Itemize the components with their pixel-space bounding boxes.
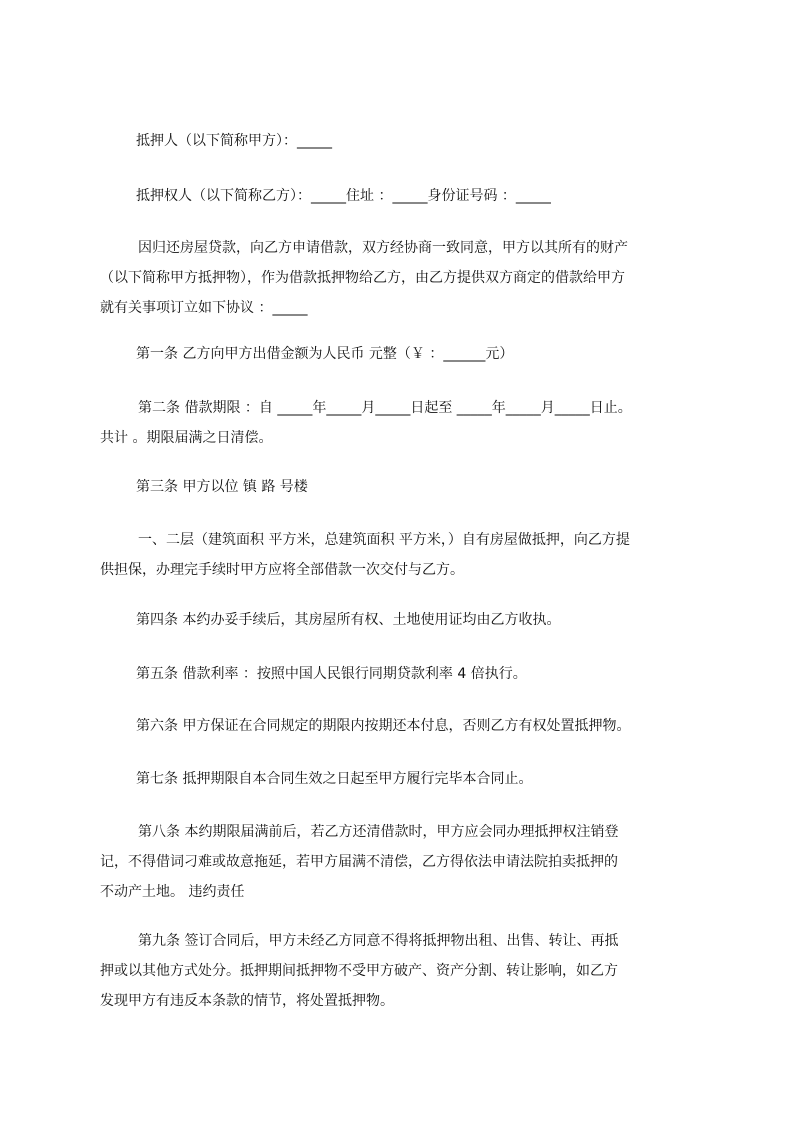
article-2 [100, 393, 710, 453]
text-line: 共计 。期限届满之日清偿。 [100, 430, 273, 446]
text-line: 因归还房屋贷款，向乙方申请借款，双方经协商一致同意，甲方以其所有的财产 [138, 240, 628, 256]
article-4 [100, 605, 710, 635]
text-line: 第四条 本约办妥手续后，其房屋所有权、土地使用证均由乙方收执。 [136, 612, 561, 628]
mortgagor-line [100, 126, 710, 156]
text-line: 第五条 借款利率 ：按照中国人民银行同期贷款利率 4 倍执行。 [136, 666, 527, 682]
text-line: 第八条 本约期限届满前后，若乙方还清借款时，甲方应会同办理抵押权注销登 [138, 824, 619, 840]
article-5 [100, 659, 710, 689]
article-3 [100, 472, 710, 502]
text-line: 记，不得借词刁难或故意拖延，若甲方届满不清偿，乙方得依法申请法院拍卖抵押的 [100, 854, 618, 870]
article-1 [100, 339, 710, 369]
article-3-continuation [100, 525, 710, 585]
text-line: 不动产土地。 违约责任 [100, 884, 245, 900]
text-line: 就有关事项订立如下协议 ：_____ [100, 300, 308, 316]
text-line: 一、二层（建筑面积 平方米，总建筑面积 平方米，）自有房屋做抵押，向乙方提 [138, 532, 630, 548]
text-line: 发现甲方有违反本条款的情节，将处置抵押物。 [100, 993, 394, 1009]
text-line: 第六条 甲方保证在合同规定的期限内按期还本付息，否则乙方有权处置抵押物。 [136, 718, 631, 734]
mortgagee-line [100, 181, 710, 211]
text-line: 第三条 甲方以位 镇 路 号楼 [136, 479, 308, 495]
article-8 [100, 817, 710, 907]
text-line: 第二条 借款期限 ：自 _____年_____月_____日起至 _____年_____月_____日止。 [138, 400, 632, 416]
preamble-paragraph [100, 233, 710, 323]
text-line: 押或以其他方式处分。抵押期间抵押物不受甲方破产、资产分割、转让影响，如乙方 [100, 963, 618, 979]
text-line: 供担保，办理完手续时甲方应将全部借款一次交付与乙方。 [100, 562, 464, 578]
article-6 [100, 711, 710, 741]
text-line: 第九条 签订合同后，甲方未经乙方同意不得将抵押物出租、出售、转让、再抵 [138, 933, 619, 949]
article-7 [100, 764, 710, 794]
text-line: 第一条 乙方向甲方出借金额为人民币 元整（￥ ：______元） [136, 346, 514, 362]
text-line: （以下简称甲方抵押物），作为借款抵押物给乙方，由乙方提供双方商定的借款给甲方 [100, 270, 625, 286]
text-line: 第七条 抵押期限自本合同生效之日起至甲方履行完毕本合同止。 [136, 771, 533, 787]
text-line: 抵押权人（以下简称乙方）：_____住址 ：_____身份证号码 ：_____ [136, 188, 551, 204]
article-9 [100, 926, 710, 1016]
text-line: 抵押人（以下简称甲方）：_____ [136, 133, 332, 149]
